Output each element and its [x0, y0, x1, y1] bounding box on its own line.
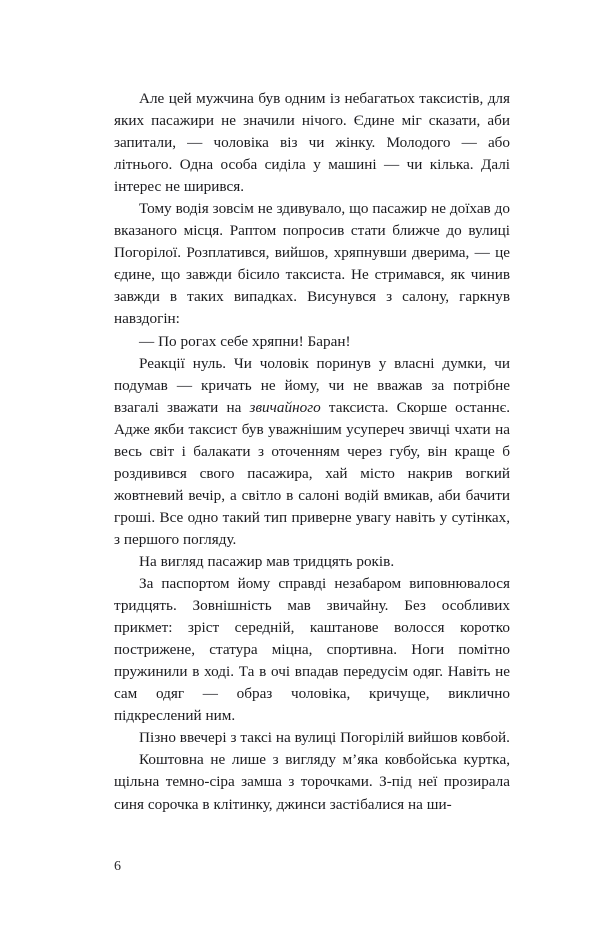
paragraph: Пізно ввечері з таксі на вулиці Погорілій вийшов ковбой.	[139, 729, 510, 747]
paragraph-with-emphasis	[114, 353, 510, 551]
paragraph-dialogue: — По рогах себе хряпни! Баран!	[139, 332, 351, 350]
emphasis-word: звичайного	[249, 398, 321, 416]
paragraph: За паспортом йому справді незабаром виповнювалося тридцять. Зовнішність мав звичайну. Без особливих прикмет: зріст середній, каштанове волосся коротко пострижене, статура міцна, спортивна. Ноги помітно пружинили в ході. Та в очі впадав передусім одяг. Навіть не сам одяг — образ чоловіка, кричуще, виклично підкреслений ним.	[114, 575, 510, 725]
paragraph-text-before-emphasis: Реакції нуль. Чи чоловік поринув у власні думки, чи подумав — кричать не йому, чи не вважав за потрібне взагалі зважати на	[114, 354, 510, 416]
page-number: 6	[114, 859, 121, 874]
page-text-block	[114, 88, 510, 816]
paragraph: На вигляд пасажир мав тридцять років.	[139, 552, 395, 570]
paragraph: Тому водія зовсім не здивувало, що пасажир не доїхав до вказаного місця. Раптом попросив стати ближче до вулиці Погорілої. Розплатився, вийшов, хряпнувши дверима, — це єдине, що завжди бісило таксиста. Не стримався, як чинив завжди в таких випадках. Висунувся з салону, гаркнув навздогін:	[114, 200, 510, 328]
paragraph: Але цей мужчина був одним із небагатьох таксистів, для яких пасажири не значили нічого. Єдине міг сказати, аби запитали, — чоловіка віз чи жінку. Молодого — або літнього. Одна особа сиділа у машині — чи кілька. Далі інтерес не ширився.	[114, 90, 510, 196]
paragraph: Коштовна не лише з вигляду м’яка ковбойська куртка, щільна темно-сіра замша з торочками. З-під неї прозирала синя сорочка в клітинку, джинси застібалися на ши-	[114, 751, 510, 813]
paragraph-text-after-emphasis: таксиста. Скорше останнє. Адже якби таксист був уважнішим усупереч звичці чхати на весь світ і балакати з оточенням через губу, він краще б роздивився свого пасажира, хай місто накрив вогкий жовтневий вечір, а світло в салоні водій вмикав, аби бачити гроші. Все одно такий тип приверне увагу навіть у сутінках, з першого погляду.	[114, 398, 510, 548]
